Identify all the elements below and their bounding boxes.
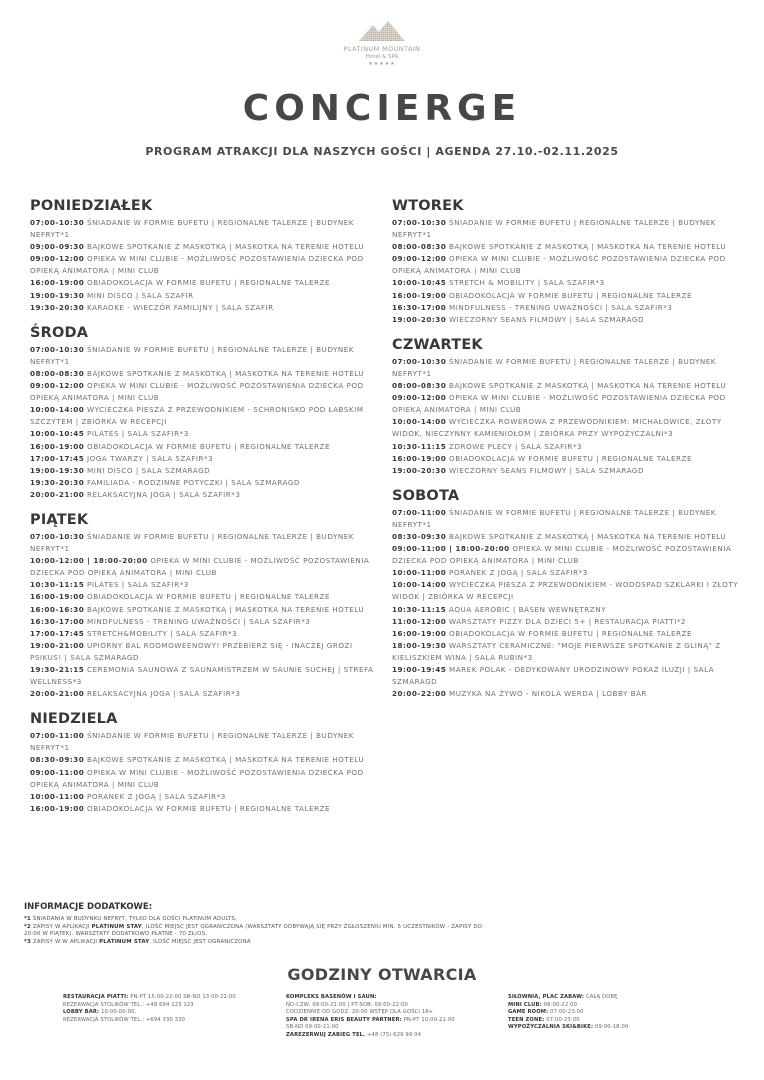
event-time: 07:00-10:30 <box>30 344 85 354</box>
event-item <box>392 302 748 314</box>
day-section <box>30 198 386 314</box>
hours-label: KOMPLEKS BASENÓW I SAUN: <box>286 994 377 1000</box>
event-time: 19:30-20:30 <box>30 477 85 487</box>
event-time: 07:00-11:00 <box>30 731 85 741</box>
event-description: WYCIECZKA PIESZA Z PRZEWODNIKIEM - WODOSPAD SZKLARKI I ZŁOTY WIDOK | ZBIÓRKA W RECEPCJI <box>392 580 739 602</box>
event-time: 16:00-19:00 <box>392 290 447 300</box>
event-time: 10:00-11:00 <box>392 568 447 578</box>
event-description: FAMILIADA - RODZINNE POTYCZKI | SALA SZMARAGD <box>87 477 300 487</box>
day-section <box>30 325 386 501</box>
event-item <box>392 380 748 392</box>
event-time: 10:00-10:45 <box>392 278 447 288</box>
note-app-name: PLATINUM STAY <box>99 938 150 945</box>
hours-line <box>508 994 698 1002</box>
event-time: 19:00-20:30 <box>392 465 447 475</box>
event-time: 20:00-21:00 <box>30 489 85 499</box>
page-title: CONCIERGE <box>242 88 522 129</box>
day-section <box>30 512 386 700</box>
event-item <box>30 628 386 640</box>
event-description: WARSZTATY PIZZY DLA DZIECI 5+ | RESTAURACJA PIATTI*2 <box>449 616 686 626</box>
hours-value: ND-CZW: 09:00-21:00 | PT-SOB: 09:00-22:00 <box>286 1001 408 1008</box>
event-item <box>30 640 386 664</box>
event-item <box>392 253 748 277</box>
event-item <box>392 314 748 326</box>
event-description: OPIEKA W MINI CLUBIE - MOŻLIWOŚĆ POZOSTAWIENIA DZIECKA POD OPIEKĄ ANIMATORA | MINI CLUB <box>392 544 732 566</box>
event-item <box>392 277 748 289</box>
event-time: 19:30-20:30 <box>30 302 85 312</box>
event-time: 11:00-12:00 <box>392 616 447 626</box>
event-item <box>392 392 748 416</box>
hours-line <box>63 1002 273 1010</box>
event-item <box>392 416 748 440</box>
hours-line <box>286 1002 496 1010</box>
note-mark: *3 <box>24 938 31 945</box>
hours-line <box>286 1032 496 1040</box>
event-item <box>392 567 748 579</box>
event-description: ŚNIADANIE W FORMIE BUFETU | REGIONALNE TALERZE | BUDYNEK NEFRYT*1 <box>392 356 716 378</box>
event-item <box>30 253 386 277</box>
event-item <box>392 640 748 664</box>
event-description: OPIEKA W MINI CLUBIE - MOŻLIWOŚĆ POZOSTAWIENIA DZIECKA POD OPIEKĄ ANIMATORA | MINI CLUB <box>392 254 726 276</box>
event-description: WYCIECZKA PIESZA Z PRZEWODNIKIEM - SCHRONISKO POD ŁABSKIM SZCZYTEM | ZBIÓRKA W RECEPCJI <box>30 405 364 427</box>
hours-line <box>508 1002 698 1010</box>
hours-line <box>286 994 496 1002</box>
event-time: 08:00-08:30 <box>30 368 85 378</box>
hours-line <box>508 1024 698 1032</box>
event-time: 09:00-11:00 <box>30 767 85 777</box>
event-description: BAJKOWE SPOTKANIE Z MASKOTKĄ | MASKOTKA NA TERENIE HOTELU <box>87 604 365 614</box>
info-title: INFORMACJE DODATKOWE: <box>24 902 153 912</box>
hours-line <box>286 1017 496 1025</box>
event-time: 19:00-21:00 <box>30 640 85 650</box>
event-description: CEREMONIA SAUNOWA Z SAUNAMISTRZEM W SAUNIE SUCHEJ | STREFA WELLNESS*3 <box>30 665 374 687</box>
event-description: OPIEKA W MINI CLUBIE - MOŻLIWOŚĆ POZOSTAWIENIA DZIECKA POD OPIEKĄ ANIMATORA | MINI CLUB <box>30 556 370 578</box>
event-time: 16:00-19:00 <box>30 441 85 451</box>
event-time: 07:00-10:30 <box>30 531 85 541</box>
event-item <box>30 754 386 766</box>
event-time: 10:00-14:00 <box>392 417 447 427</box>
event-description: OBIADOKOLACJA W FORMIE BUFETU | REGIONALNE TALERZE <box>449 628 692 638</box>
event-time: 07:00-10:30 <box>392 356 447 366</box>
event-description: OBIADOKOLACJA W FORMIE BUFETU | REGIONALNE TALERZE <box>449 453 692 463</box>
event-description: OBIADOKOLACJA W FORMIE BUFETU | REGIONALNE TALERZE <box>87 441 330 451</box>
hours-value: CODZIENNIE OD GODZ. 20:00 WSTĘP DLA GOŚCI 16+ <box>286 1009 434 1015</box>
event-description: ŚNIADANIE W FORMIE BUFETU | REGIONALNE TALERZE | BUDYNEK NEFRYT*1 <box>392 507 716 529</box>
event-description: AQUA AEROBIC | BASEN WEWNĘTRZNY <box>449 604 606 614</box>
event-description: PILATES | SALA SZAFIR*3 <box>87 429 189 439</box>
event-time: 08:00-08:30 <box>392 381 447 391</box>
event-description: MINDFULNESS - TRENING UWAŻNOŚCI | SALA SZAFIR*3 <box>449 302 673 312</box>
event-time: 09:00-12:00 <box>392 254 447 264</box>
info-note <box>24 916 484 924</box>
day-heading: WTOREK <box>392 198 464 214</box>
hours-value: PN-PT 15:00-22:00 SB-ND 13:00-22:00 <box>130 994 236 1000</box>
hours-value: REZERWACJA STOLIKÓW TEL.: +48 694 123 123 <box>63 1001 194 1008</box>
event-item <box>30 477 386 489</box>
event-description: WIECZORNY SEANS FILMOWY | SALA SZMARAGD <box>449 465 644 475</box>
event-time: 19:30-21:15 <box>30 665 85 674</box>
event-item <box>30 791 386 803</box>
event-description: BAJKOWE SPOTKANIE Z MASKOTKĄ | MASKOTKA NA TERENIE HOTELU <box>449 531 727 541</box>
hours-line <box>508 1009 698 1017</box>
event-description: OBIADOKOLACJA W FORMIE BUFETU | REGIONALNE TALERZE <box>87 803 330 813</box>
event-time: 10:30-11:15 <box>392 604 447 614</box>
hours-line <box>286 1009 496 1017</box>
note-text: ZAPISY W W APLIKACJI <box>32 938 98 945</box>
event-time: 17:00-17:45 <box>30 628 85 638</box>
day-heading: PONIEDZIAŁEK <box>30 198 153 214</box>
event-description: OPIEKA W MINI CLUBIE - MOŻLIWOŚĆ POZOSTAWIENIA DZIECKA POD OPIEKĄ ANIMATORA | MINI CLUB <box>30 254 364 276</box>
hours-line <box>63 1017 273 1025</box>
logo-subtitle: Hotel & SPA <box>365 54 399 60</box>
event-item <box>392 604 748 616</box>
hours-value: CAŁĄ DOBĘ <box>585 994 618 1000</box>
event-item <box>30 730 386 754</box>
event-description: OBIADOKOLACJA W FORMIE BUFETU | REGIONALNE TALERZE <box>87 592 330 602</box>
event-description: UPIORNY BAL ROOMOWEENOWY! PRZEBIERZ SIĘ - INACZEJ GROZI PSIKUS! | SALA SZMARAGD <box>30 640 353 662</box>
day-heading: NIEDZIELA <box>30 711 118 728</box>
hours-label: LOBBY BAR: <box>63 1009 100 1015</box>
hours-line <box>63 1009 273 1017</box>
event-description: BAJKOWE SPOTKANIE Z MASKOTKĄ | MASKOTKA NA TERENIE HOTELU <box>87 242 365 252</box>
event-time: 08:00-08:30 <box>392 242 447 252</box>
event-item <box>30 380 386 404</box>
event-item <box>392 579 748 603</box>
event-item <box>392 453 748 465</box>
hours-column <box>63 994 273 1024</box>
event-time: 07:00-11:00 <box>392 507 447 517</box>
logo-brand: PLATINUM MOUNTAIN <box>343 45 421 53</box>
hours-value: PN-PT 10:00-21:00 <box>403 1016 455 1023</box>
event-time: 16:30-17:00 <box>392 302 447 312</box>
event-item <box>30 368 386 380</box>
hours-column <box>508 994 698 1032</box>
hours-label: RESTAURACJA PIATTI: <box>63 994 129 1000</box>
hours-label: GAME ROOM: <box>508 1009 549 1015</box>
hours-value: +48 (75) 629 99 04 <box>367 1031 422 1038</box>
event-time: 09:00-12:00 <box>30 381 85 391</box>
event-description: KARAOKE - WIECZÓR FAMILIJNY | SALA SZAFIR <box>87 302 274 312</box>
event-item <box>30 489 386 501</box>
event-item <box>30 767 386 791</box>
day-heading: PIĄTEK <box>30 511 89 528</box>
note-text: , ILOŚĆ MIEJSC JEST OGRANICZONA (WARSZTATY ODBYWAJĄ SIĘ PRZY ZGŁOSZENIU MIN. 5 UCZESTNIKÓW - ZAPISY DO 20:00 W PIĄTEK). WARSZTATY DODATKOWO PŁATNE - 70 ZŁ/OS. <box>24 923 483 938</box>
event-description: WYCIECZKA ROWEROWA Z PRZEWODNIKIEM: MICHAŁOWICE, ZŁOTY WIDOK, NIECZYNNY KAMIENIOŁOM | ZBIÓRKA PRZY WYPOŻYCZALNI*3 <box>392 417 722 439</box>
event-item <box>392 507 748 531</box>
hours-label: SPA DR IRENA ERIS BEAUTY PARTNER: <box>286 1016 402 1023</box>
event-item <box>30 217 386 241</box>
event-item <box>30 664 386 688</box>
hours-value: 08:00-22:00 <box>543 1001 578 1008</box>
note-text: ŚNIADANIA W BUDYNKU NEFRYT, TYLKO DLA GOŚCI PLATINUM ADULTS. <box>32 916 237 922</box>
event-item <box>392 543 748 567</box>
event-time: 09:00-09:30 <box>30 242 85 252</box>
event-item <box>30 591 386 603</box>
event-description: STRETCH & MOBILITY | SALA SZAFIR*3 <box>449 278 605 288</box>
event-item <box>392 628 748 640</box>
event-description: ŚNIADANIE W FORMIE BUFETU | REGIONALNE TALERZE | BUDYNEK NEFRYT*1 <box>30 218 354 240</box>
hours-value: SB-ND 09:00-21:00 <box>286 1024 339 1030</box>
event-description: OPIEKA W MINI CLUBIE - MOŻLIWOŚĆ POZOSTAWIENIA DZIECKA POD OPIEKĄ ANIMATORA | MINI CLUB <box>30 381 364 403</box>
event-time: 18:00-19:30 <box>392 640 447 650</box>
note-text: ZAPISY W APLIKACJI <box>32 923 90 930</box>
event-time: 16:00-19:00 <box>392 628 447 638</box>
event-time: 19:00-19:30 <box>30 290 85 300</box>
event-item <box>392 241 748 253</box>
event-time: 20:00-22:00 <box>392 689 447 699</box>
event-time: 19:00-19:30 <box>30 465 85 475</box>
hours-value: REZERWACJA STOLIKÓW TEL.: +694 330 330 <box>63 1016 186 1023</box>
event-time: 16:30-17:00 <box>30 616 85 626</box>
event-time: 09:00-12:00 <box>392 393 447 403</box>
note-app-name: PLATINUM STAY <box>91 923 142 930</box>
event-description: RELAKSACYJNA JOGA | SALA SZAFIR*3 <box>87 689 241 699</box>
event-item <box>30 404 386 428</box>
hours-value: 09:00-18:00 <box>595 1024 629 1030</box>
hotel-logo <box>0 20 764 67</box>
hours-label: ZAREZERWUJ ZABIEG TEL. <box>286 1031 366 1038</box>
note-mark: *1 <box>24 916 31 922</box>
event-time: 10:00-12:00 | 18:00-20:00 <box>30 556 148 566</box>
event-item <box>30 441 386 453</box>
event-item <box>392 531 748 543</box>
event-item <box>30 688 386 700</box>
event-item <box>30 428 386 440</box>
hours-line <box>508 1017 698 1025</box>
event-item <box>392 688 748 700</box>
event-item <box>30 241 386 253</box>
left-column <box>30 198 386 826</box>
day-section <box>392 198 748 326</box>
hours-value: 07:00-23:00 <box>550 1009 584 1015</box>
event-description: BAJKOWE SPOTKANIE Z MASKOTKĄ | MASKOTKA NA TERENIE HOTELU <box>87 755 365 765</box>
event-time: 07:00-10:30 <box>392 218 447 227</box>
event-description: OBIADOKOLACJA W FORMIE BUFETU | REGIONALNE TALERZE <box>87 278 330 288</box>
event-description: OPIEKA W MINI CLUBIE - MOŻLIWOŚĆ POZOSTAWIENIA DZIECKA POD OPIEKĄ ANIMATORA | MINI CLUB <box>392 393 726 415</box>
event-description: PORANEK Z JOGĄ | SALA SZAFIR*3 <box>449 568 588 578</box>
event-item <box>392 664 748 688</box>
event-item <box>392 290 748 302</box>
event-time: 20:00-21:00 <box>30 689 85 699</box>
event-time: 08:30-09:30 <box>30 755 85 765</box>
event-description: STRETCH&MOBILITY | SALA SZAFIR*3 <box>87 628 238 638</box>
hours-line <box>63 994 273 1002</box>
event-time: 19:00-19:45 <box>392 665 447 674</box>
page-subtitle: PROGRAM ATRAKCJI DLA NASZYCH GOŚCI | AGENDA 27.10.-02.11.2025 <box>145 145 619 158</box>
hours-value: 10:00-00:00, <box>101 1009 137 1015</box>
event-item <box>30 344 386 368</box>
day-section <box>392 488 748 701</box>
note-mark: *2 <box>24 923 31 930</box>
day-heading: CZWARTEK <box>392 336 483 353</box>
event-item <box>392 465 748 477</box>
hours-line <box>286 1024 496 1032</box>
event-time: 16:00-19:00 <box>30 278 85 288</box>
event-description: ŚNIADANIE W FORMIE BUFETU | REGIONALNE TALERZE | BUDYNEK NEFRYT*1 <box>392 218 716 240</box>
hours-label: TEEN ZONE: <box>508 1016 545 1023</box>
event-item <box>30 277 386 289</box>
event-description: OPIEKA W MINI CLUBIE - MOŻLIWOŚĆ POZOSTAWIENIA DZIECKA POD OPIEKĄ ANIMATORA | MINI CLUB <box>30 767 364 789</box>
event-description: MINDFULNESS - TRENING UWAŻNOŚCI | SALA SZAFIR*3 <box>87 616 311 626</box>
event-time: 16:00-19:00 <box>30 592 85 602</box>
event-description: ŚNIADANIE W FORMIE BUFETU | REGIONALNE TALERZE | BUDYNEK NEFRYT*1 <box>30 731 354 753</box>
info-note <box>24 924 484 939</box>
hours-value: 07:00-23:00 <box>546 1016 580 1023</box>
event-item <box>30 555 386 579</box>
event-description: PORANEK Z JOGĄ | SALA SZAFIR*3 <box>87 791 226 801</box>
event-item <box>392 217 748 241</box>
event-item <box>392 616 748 628</box>
event-item <box>30 579 386 591</box>
event-description: JOGA TWARZY | SALA SZAFIR*3 <box>87 453 214 463</box>
event-time: 16:00-16:30 <box>30 604 85 614</box>
hours-label: MINI CLUB: <box>508 1001 542 1008</box>
event-item <box>392 356 748 380</box>
event-item <box>30 616 386 628</box>
event-item <box>30 803 386 815</box>
hours-column <box>286 994 496 1039</box>
event-item <box>30 465 386 477</box>
logo-stars: ★★★★★ <box>368 61 396 67</box>
event-item <box>30 302 386 314</box>
event-description: BAJKOWE SPOTKANIE Z MASKOTKĄ | MASKOTKA NA TERENIE HOTELU <box>87 368 365 378</box>
day-section <box>392 337 748 477</box>
event-description: ŚNIADANIE W FORMIE BUFETU | REGIONALNE TALERZE | BUDYNEK NEFRYT*1 <box>30 344 354 366</box>
event-description: MUZYKA NA ŻYWO - NIKOLA WERDA | LOBBY BAR <box>449 689 647 699</box>
hours-label: WYPOŻYCZALNIA SKI&BIKE: <box>508 1024 594 1030</box>
event-description: ŚNIADANIE W FORMIE BUFETU | REGIONALNE TALERZE | BUDYNEK NEFRYT*1 <box>30 531 354 554</box>
event-time: 09:00-11:00 | 18:00-20:00 <box>392 544 510 554</box>
event-time: 07:00-10:30 <box>30 218 85 227</box>
hours-label: SIŁOWNIA, PLAC ZABAW: <box>508 994 585 1000</box>
event-description: WIECZORNY SEANS FILMOWY | SALA SZMARAGD <box>449 314 644 324</box>
event-description: BAJKOWE SPOTKANIE Z MASKOTKĄ | MASKOTKA NA TERENIE HOTELU <box>449 381 727 391</box>
event-time: 10:30-11:15 <box>30 580 85 590</box>
right-column <box>392 198 748 711</box>
event-description: MINI DISCO | SALA SZAFIR <box>87 290 194 300</box>
info-note <box>24 939 484 947</box>
event-description: MINI DISCO | SALA SZMARAGD <box>87 465 211 475</box>
event-description: WARSZTATY CERAMICZNE: "MOJE PIERWSZE SPOTKANIE Z GLINĄ" Z KIELISZKIEM WINA | SALA RUBIN*3 <box>392 640 721 662</box>
event-description: ZDROWE PLECY | SALA SZAFIR*3 <box>449 441 583 451</box>
event-time: 16:00-19:00 <box>392 453 447 463</box>
event-time: 10:30-11:15 <box>392 441 447 451</box>
event-time: 10:00-10:45 <box>30 429 85 439</box>
event-time: 08:30-09:30 <box>392 531 447 541</box>
opening-hours-title: GODZINY OTWARCIA <box>287 965 477 984</box>
note-text: , ILOŚĆ MIEJSC JEST OGRANICZONA <box>149 938 251 945</box>
event-time: 10:00-11:00 <box>30 791 85 801</box>
event-time: 19:00-20:30 <box>392 314 447 324</box>
mountain-logo-icon <box>357 20 407 42</box>
event-item <box>30 290 386 302</box>
event-item <box>392 441 748 453</box>
event-item <box>30 531 386 555</box>
event-description: MAREK POLAK - DEDYKOWANY URODZINOWY POKAZ ILUZJI | SALA SZMARAGD <box>392 665 715 687</box>
event-description: PILATES | SALA SZAFIR*3 <box>87 580 189 590</box>
event-description: OBIADOKOLACJA W FORMIE BUFETU | REGIONALNE TALERZE <box>449 290 692 300</box>
event-time: 09:00-12:00 <box>30 254 85 264</box>
event-item <box>30 453 386 465</box>
event-time: 17:00-17:45 <box>30 453 85 463</box>
event-time: 16:00-19:00 <box>30 803 85 813</box>
event-item <box>30 604 386 616</box>
day-heading: SOBOTA <box>392 487 460 504</box>
event-time: 10:00-14:00 <box>30 405 85 415</box>
event-time: 10:00-14:00 <box>392 580 447 590</box>
day-section <box>30 711 386 815</box>
additional-info <box>24 902 484 946</box>
event-description: RELAKSACYJNA JOGA | SALA SZAFIR*3 <box>87 489 241 499</box>
event-description: BAJKOWE SPOTKANIE Z MASKOTKĄ | MASKOTKA NA TERENIE HOTELU <box>449 242 727 252</box>
day-heading: ŚRODA <box>30 324 89 341</box>
